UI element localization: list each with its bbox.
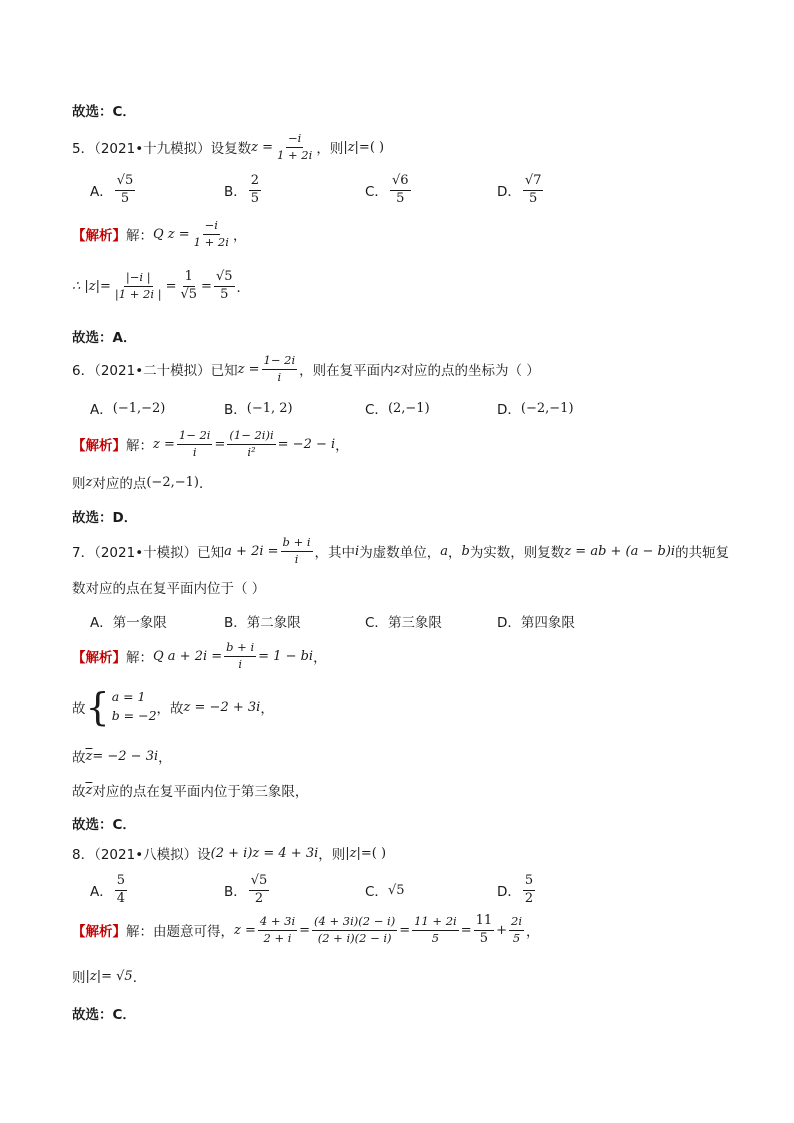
q5-option-c-den: 5 [396, 190, 405, 206]
q5-sol1-frac [192, 219, 231, 248]
q8-option-c-letter: C． [365, 884, 388, 900]
q6-sol2-mid: 对应的点 [92, 476, 147, 492]
q6-z: z [393, 361, 401, 377]
q7-sol2-comma: ， [260, 701, 274, 717]
q5-sol1-num: −i [203, 219, 220, 234]
q5-stem-fraction [275, 132, 314, 161]
q8-option-b-frac [249, 874, 270, 907]
q7-system-row1: a = 1 [111, 689, 146, 705]
q7-option-b-letter: B． [224, 615, 247, 631]
q7-option-d-letter: D． [497, 615, 521, 631]
q5-abs-z: |z|= [343, 139, 370, 155]
q8-solution-line1 [72, 912, 540, 948]
q7-stem-frac-num: b + i [281, 536, 313, 551]
q7-sol2-mid: ，故 [156, 701, 184, 717]
q8-option-d-den: 2 [524, 890, 534, 906]
intro-answer-text: 故选：C． [72, 104, 136, 120]
q7-solution-line2 [72, 686, 274, 728]
q6-sol1-frac1 [177, 429, 213, 458]
q7-option-a [90, 611, 167, 631]
q7-stem-line2 [72, 577, 265, 597]
left-brace-icon: { [85, 685, 110, 729]
q8-sol1-num4: 11 [474, 914, 495, 931]
q7-sol2-pre: 故 [72, 701, 86, 717]
q6-option-a-text: (−1,−2) [112, 400, 166, 416]
q6-stem-frac-den: i [277, 369, 282, 384]
q5-option-a-letter: A． [90, 184, 113, 200]
q7-i: i [355, 543, 360, 559]
q7-option-c-text: 第三象限 [387, 615, 442, 631]
q6-stem-prefix: 6．（2021•二十模拟）已知 [72, 363, 238, 379]
q7-stem-line1 [72, 534, 729, 568]
q5-sol2-eq2: = [201, 278, 212, 294]
q5-option-c-letter: C． [365, 184, 388, 200]
q8-sol1-den2: (2 + i)(2 − i) [317, 930, 392, 945]
q7-solution-word: 解： [126, 650, 153, 666]
q8-paren: ( ) [371, 845, 387, 861]
q6-solution-line2 [72, 472, 212, 492]
q6-option-b [224, 398, 293, 418]
q6-option-c-text: (2,−1) [387, 400, 430, 416]
q5-option-b-num: 2 [249, 174, 261, 191]
q7-answer-text: 故选：C． [72, 817, 136, 833]
q7-option-b [224, 611, 301, 631]
q8-option-a-frac [115, 874, 127, 907]
q6-sol2-point: (−2,−1) [146, 474, 199, 490]
q6-sol1-comma: ， [335, 438, 349, 454]
q6-option-b-letter: B． [224, 402, 247, 418]
q7-sol4-zbar: $\overline{z}$ [85, 782, 93, 798]
q8-solution-word: 解：由题意可得， [126, 924, 234, 940]
q5-sol2-frac2 [178, 270, 199, 303]
q6-option-c [365, 398, 430, 418]
q5-option-a [90, 172, 137, 208]
q8-option-b-num: √5 [249, 874, 270, 891]
q6-solution-tag: 【解析】 [72, 438, 126, 454]
q6-option-a-letter: A． [90, 402, 113, 418]
q5-sol2-period: ． [236, 280, 251, 296]
q8-option-b-letter: B． [224, 884, 247, 900]
q6-answer-text: 故选：D． [72, 510, 138, 526]
q5-sol2-num1: |−i | [124, 271, 153, 286]
q6-sol1-num2: (1− 2i)i [227, 429, 275, 444]
q5-solution-line2 [72, 266, 250, 306]
q5-option-b [224, 172, 263, 208]
q5-option-d-den: 5 [529, 190, 538, 206]
q7-option-a-letter: A． [90, 615, 113, 631]
q8-option-b-den: 2 [254, 890, 264, 906]
q8-eq: (2 + i)z = 4 + 3i [210, 845, 319, 861]
q6-sol1-num1: 1− 2i [177, 429, 213, 444]
q7-solution-line3 [72, 746, 172, 766]
q5-option-a-den: 5 [120, 190, 130, 206]
q8-option-a-den: 4 [116, 890, 126, 906]
q8-sol2-expr: |z|= √5 [85, 968, 133, 984]
q7-stem-frac-den: i [294, 551, 299, 566]
q7-solution-line1 [72, 639, 327, 673]
q6-sol1-tail: = −2 − i [277, 436, 336, 452]
q5-option-d [497, 172, 545, 208]
q5-option-c-frac [390, 174, 411, 207]
q7-equation-system [85, 685, 157, 729]
q5-option-b-frac [249, 174, 261, 207]
q5-sol2-eq1: = [165, 278, 177, 294]
q5-sol2-den3: 5 [220, 286, 229, 302]
q8-stem-suffix: ，则 [318, 847, 346, 863]
q8-sol1-frac5 [509, 915, 524, 944]
q8-sol1-den4: 5 [479, 930, 488, 946]
q6-sol1-den1: i [192, 444, 197, 459]
q8-solution-tag: 【解析】 [72, 924, 126, 940]
q6-option-b-text: (−1, 2) [246, 400, 293, 416]
q7-stem-mid3: 为实数，则复数 [469, 545, 565, 561]
q7-option-b-text: 第二象限 [246, 615, 301, 631]
q8-sol1-num5: 2i [509, 915, 524, 930]
q6-sol1-eq: = [214, 436, 226, 452]
q5-solution-word: 解： [126, 228, 153, 244]
q5-sol2-frac3 [214, 270, 235, 303]
q7-stem-mid4: 的共轭复 [675, 545, 730, 561]
q8-stem [72, 843, 386, 863]
q7-stem-mid1: ，其中 [314, 545, 356, 561]
q6-sol2-pre: 则 [72, 476, 86, 492]
q7-eq-left: a + 2i = [224, 543, 279, 559]
q8-option-d-num: 5 [523, 874, 535, 891]
q5-option-a-num: √5 [115, 174, 136, 191]
q5-solution-tag: 【解析】 [72, 228, 126, 244]
q7-option-c-letter: C． [365, 615, 388, 631]
q7-option-d [497, 611, 575, 631]
q5-option-d-letter: D． [497, 184, 521, 200]
q8-sol1-frac2 [312, 915, 397, 944]
q7-solution-tag: 【解析】 [72, 650, 126, 666]
q8-option-c [365, 872, 405, 908]
q8-sol1-eq3: = [460, 922, 472, 938]
q8-option-d-frac [523, 874, 535, 907]
q6-option-d-letter: D． [497, 402, 521, 418]
q5-option-c [365, 172, 413, 208]
q7-sol1-num: b + i [224, 641, 256, 656]
q6-sol2-z: z [85, 474, 93, 490]
q7-stem-line2-text: 数对应的点在复平面内位于（ ） [72, 581, 266, 597]
q7-sol2-expr: z = −2 + 3i [183, 699, 261, 715]
q6-answer [72, 506, 137, 526]
q7-sol3-pre: 故 [72, 750, 86, 766]
q5-option-c-num: √6 [390, 174, 411, 191]
q6-sol1-z: z = [153, 436, 175, 452]
q7-stem-mid2: 为虚数单位， [359, 545, 441, 561]
q7-stem-prefix: 7．（2021•十模拟）已知 [72, 545, 225, 561]
q6-stem [72, 352, 540, 386]
q7-sol1-comma: ， [313, 650, 327, 666]
q8-sol1-plus: + [496, 922, 508, 938]
q8-option-a-num: 5 [115, 874, 127, 891]
q5-solution-line1 [72, 216, 246, 252]
q6-sol1-frac2 [227, 429, 275, 458]
q5-sol2-prefix: ∴ |z|= [72, 278, 111, 294]
q7-sol3-comma: ， [158, 750, 172, 766]
q8-sol1-den5: 5 [512, 930, 521, 945]
q8-sol1-comma: ， [526, 924, 540, 940]
q7-option-d-text: 第四象限 [520, 615, 575, 631]
q7-option-c [365, 611, 442, 631]
q6-option-d [497, 398, 574, 418]
q5-sol2-num3: √5 [214, 270, 235, 287]
q8-sol1-num2: (4 + 3i)(2 − i) [312, 915, 397, 930]
q7-sol1-tail: = 1 − bi [258, 648, 314, 664]
q5-z-eq: z = [251, 139, 274, 155]
q5-stem-suffix: ，则 [316, 141, 344, 157]
q5-option-b-letter: B． [224, 184, 247, 200]
q5-sol1-comma: ， [232, 228, 247, 244]
intro-answer [72, 100, 136, 120]
q7-sol1-left: Q a + 2i = [153, 648, 223, 664]
q8-option-b [224, 872, 271, 908]
q5-option-b-den: 5 [250, 190, 260, 206]
q5-sol1-den: 1 + 2i [193, 234, 229, 249]
q8-answer-text: 故选：C． [72, 1007, 136, 1023]
q7-stem-fraction [281, 536, 313, 565]
q8-sol1-frac3 [412, 915, 459, 944]
q6-stem-frac-num: 1− 2i [262, 354, 298, 369]
q8-sol1-frac4 [474, 914, 495, 947]
q8-sol1-eq1: = [299, 922, 311, 938]
q5-sol1-prefix: Q z = [153, 226, 190, 242]
q5-sol2-den2: √5 [180, 286, 198, 302]
q5-sol2-frac1 [113, 271, 164, 300]
q7-sep: ， [447, 545, 462, 561]
q8-abs-z: |z|= [345, 845, 372, 861]
q8-option-d [497, 872, 537, 908]
q6-stem-suffix2: 对应的点的坐标为（ ） [400, 363, 540, 379]
q5-sol2-num2: 1 [183, 270, 195, 287]
q6-stem-fraction [262, 354, 298, 383]
q8-sol1-num1: 4 + 3i [258, 915, 297, 930]
q8-sol2-period: ． [132, 970, 147, 986]
q5-option-d-num: √7 [523, 174, 544, 191]
q6-solution-word: 解： [126, 438, 153, 454]
q8-option-a [90, 872, 129, 908]
q5-option-d-frac [523, 174, 544, 207]
q6-sol2-period: ． [198, 476, 213, 492]
q8-sol2-pre: 则 [72, 970, 86, 986]
q5-stem-frac-num: −i [286, 132, 303, 147]
q5-stem-frac-den: 1 + 2i [277, 147, 313, 162]
q7-a: a [440, 543, 448, 559]
q8-answer [72, 1003, 136, 1023]
q5-stem [72, 130, 384, 164]
q8-stem-prefix: 8．（2021•八模拟）设 [72, 847, 211, 863]
q8-option-c-text: √5 [387, 882, 405, 898]
q6-solution-line1 [72, 426, 349, 462]
q7-solution-line4 [72, 780, 308, 800]
q7-sol4-pre: 故 [72, 784, 86, 800]
q8-sol1-eq2: = [399, 922, 411, 938]
q7-sol4-text: 对应的点在复平面内位于第三象限， [92, 784, 309, 800]
q6-option-d-text: (−2,−1) [520, 400, 574, 416]
q7-sol1-den: i [238, 656, 242, 671]
q6-option-c-letter: C． [365, 402, 388, 418]
q7-system-rows [112, 688, 157, 726]
q8-sol1-den3: 5 [431, 930, 440, 945]
q5-sol2-den1: |1 + 2i | [114, 286, 162, 301]
q7-answer [72, 813, 136, 833]
q7-b: b [461, 543, 470, 559]
q8-sol1-num3: 11 + 2i [412, 915, 459, 930]
q7-sol1-frac [224, 641, 256, 670]
q8-solution-line2 [72, 966, 146, 986]
q5-answer [72, 326, 136, 346]
q7-z-expr: z = ab + (a − b)i [564, 543, 676, 559]
q7-sol3-zbar: $\overline{z}$ [85, 748, 93, 764]
q8-sol1-den1: 2 + i [263, 930, 292, 945]
q6-sol1-den2: i² [247, 444, 256, 459]
q6-option-a [90, 398, 165, 418]
q5-answer-text: 故选：A． [72, 330, 137, 346]
q7-system-row2: b = −2 [111, 708, 157, 723]
q5-option-a-frac [115, 174, 136, 207]
q5-paren: ( ) [369, 139, 385, 155]
q5-stem-prefix: 5．（2021•十九模拟）设复数 [72, 141, 252, 157]
q6-z-eq: z = [237, 361, 260, 377]
q7-option-a-text: 第一象限 [112, 615, 167, 631]
q8-sol1-z: z = [234, 922, 256, 938]
q8-option-a-letter: A． [90, 884, 113, 900]
q8-sol1-frac1 [258, 915, 297, 944]
q7-sol3-expr: = −2 − 3i [92, 748, 159, 764]
q6-stem-suffix: ，则在复平面内 [299, 363, 394, 379]
q8-option-d-letter: D． [497, 884, 521, 900]
